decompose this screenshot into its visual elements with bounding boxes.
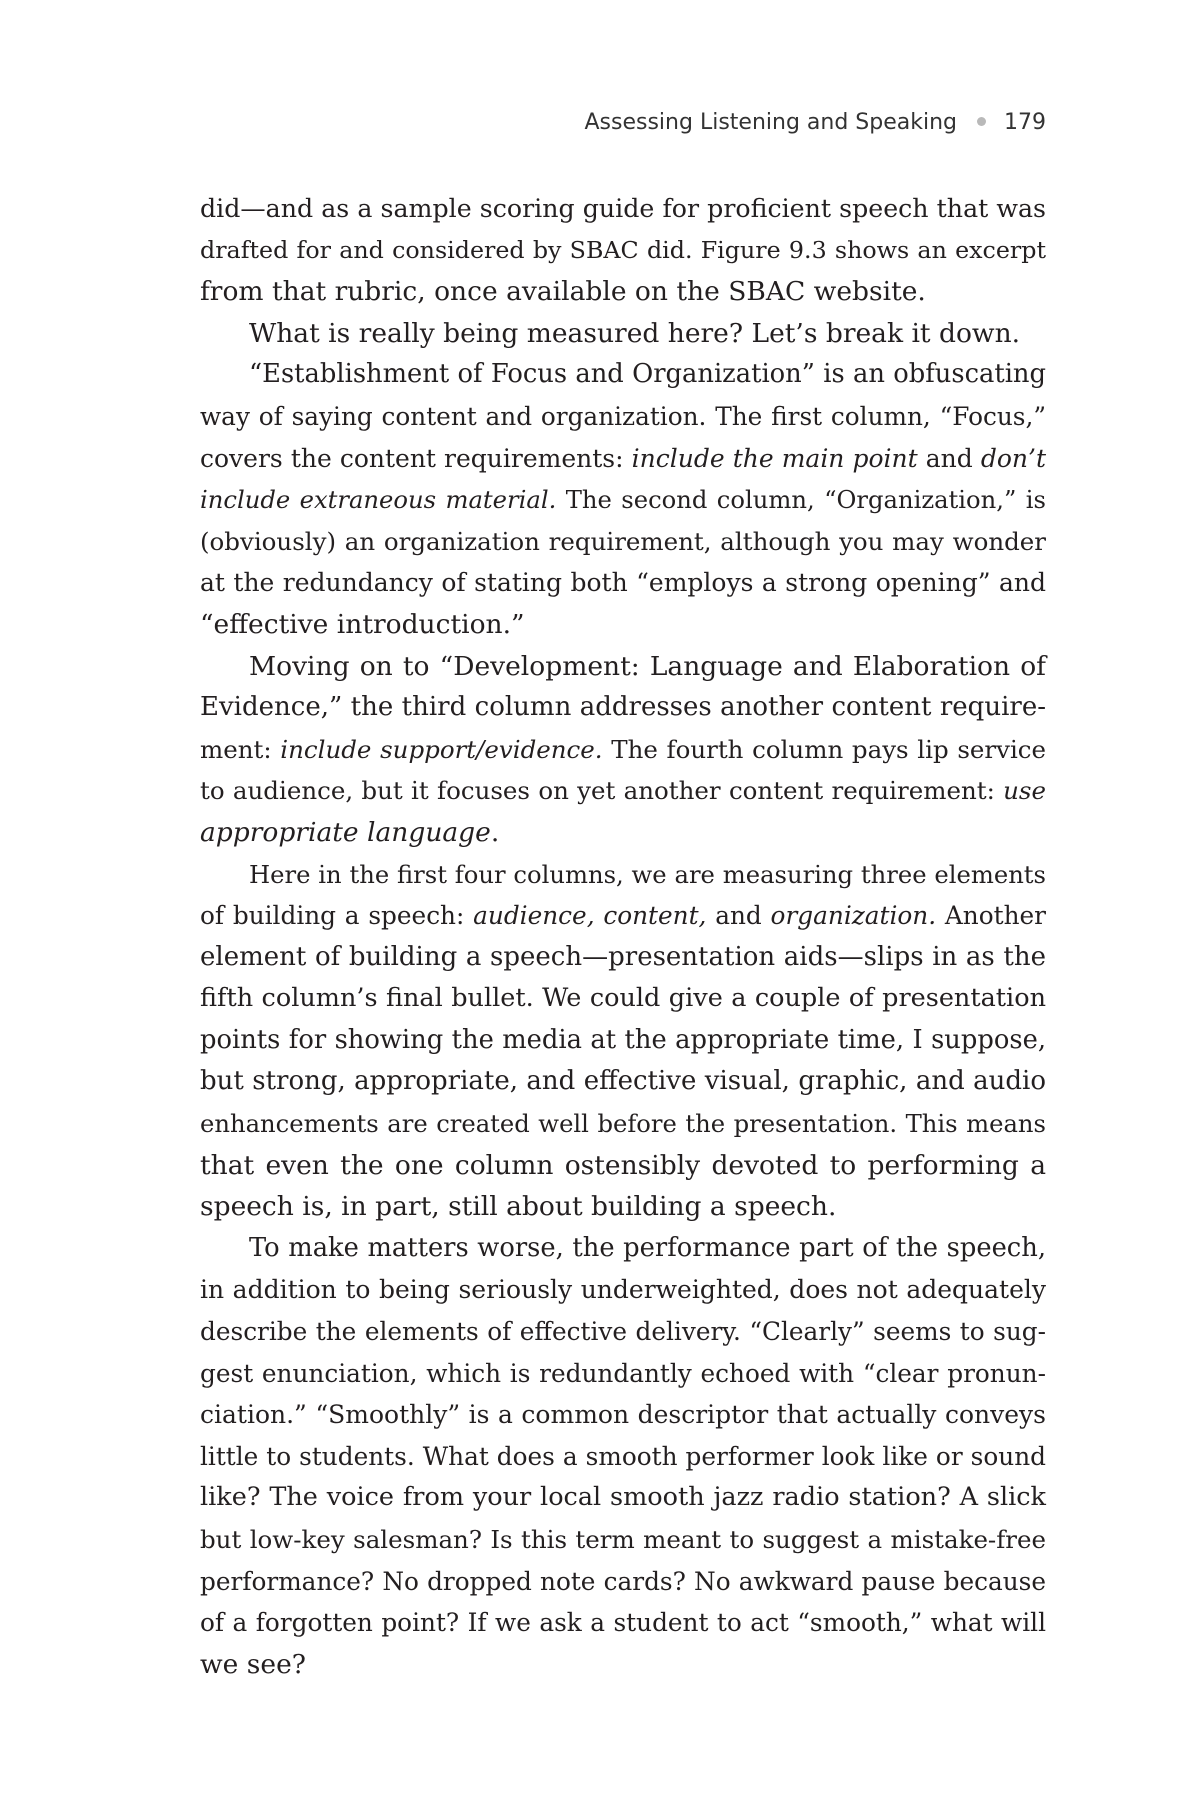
text-line: appropriate language. (200, 816, 500, 848)
text-line: Here in the first four columns, we are measuring three elements (249, 859, 1046, 889)
text-line: What is really being measured here? Let’s break it down. (249, 317, 1021, 349)
body-text (200, 188, 1046, 1685)
text-line: enhancements are created well before the presentation. This means (200, 1109, 1046, 1139)
text-line: way of saying content and organization. The first column, “Focus,” (200, 401, 1046, 431)
text-line: in addition to being seriously underweighted, does not adequately (200, 1275, 1046, 1305)
text-line: from that rubric, once available on the SBAC website. (200, 276, 926, 308)
text-line: Evidence,” the third column addresses another content require- (200, 692, 1046, 723)
text-line: speech is, in part, still about building a speech. (200, 1191, 837, 1223)
text-line: did—and as a sample scoring guide for proficient speech that was (200, 194, 1046, 223)
text-line: “effective introduction.” (200, 608, 525, 640)
text-line: To make matters worse, the performance part of the speech, (249, 1232, 1046, 1263)
running-head (200, 108, 1046, 138)
text-line: points for showing the media at the appropriate time, I suppose, (200, 1024, 1046, 1055)
text-line: ment: include support/evidence. The fourth column pays lip service (200, 734, 1046, 764)
text-line: (obviously) an organization requirement, although you may wonder (200, 526, 1046, 556)
text-line: at the redundancy of stating both “employs a strong opening” and (200, 568, 1046, 598)
text-line: performance? No dropped note cards? No awkward pause because (200, 1566, 1046, 1596)
text-line: describe the elements of effective delivery. “Clearly” seems to sug- (200, 1317, 1046, 1347)
text-line: Moving on to “Development: Language and Elaboration of (249, 650, 1046, 682)
text-line: element of building a speech—presentation aids—slips in as the (200, 941, 1046, 972)
text-line: fifth column’s final bullet. We could give a couple of presentation (200, 983, 1046, 1014)
text-line: covers the content requirements: include the main point and don’t (200, 443, 1046, 473)
text-line: we see? (200, 1648, 306, 1680)
text-line: “Establishment of Focus and Organization” is an obfuscating (249, 359, 1046, 390)
text-line: but strong, appropriate, and effective visual, graphic, and audio (200, 1066, 1046, 1097)
text-line: that even the one column ostensibly devoted to performing a (200, 1149, 1046, 1181)
text-line: gest enunciation, which is redundantly echoed with “clear pronun- (200, 1358, 1046, 1388)
text-line: drafted for and considered by SBAC did. Figure 9.3 shows an excerpt (200, 235, 1046, 264)
text-line: little to students. What does a smooth performer look like or sound (200, 1441, 1046, 1471)
page-number: 179 (1004, 110, 1046, 135)
text-line: of building a speech: audience, content, and organization. Another (200, 901, 1046, 931)
text-line: like? The voice from your local smooth jazz radio station? A slick (200, 1482, 1046, 1513)
text-line: of a forgotten point? If we ask a student to act “smooth,” what will (200, 1608, 1046, 1638)
bullet-separator-icon (977, 117, 986, 126)
text-line: to audience, but it focuses on yet another content requirement: use (200, 776, 1046, 806)
text-line: ciation.” “Smoothly” is a common descriptor that actually conveys (200, 1400, 1046, 1430)
running-head-title: Assessing Listening and Speaking (584, 110, 957, 135)
text-line: but low-key salesman? Is this term meant to suggest a mistake-free (200, 1525, 1046, 1554)
text-line: include extraneous material. The second column, “Organization,” is (200, 485, 1046, 515)
